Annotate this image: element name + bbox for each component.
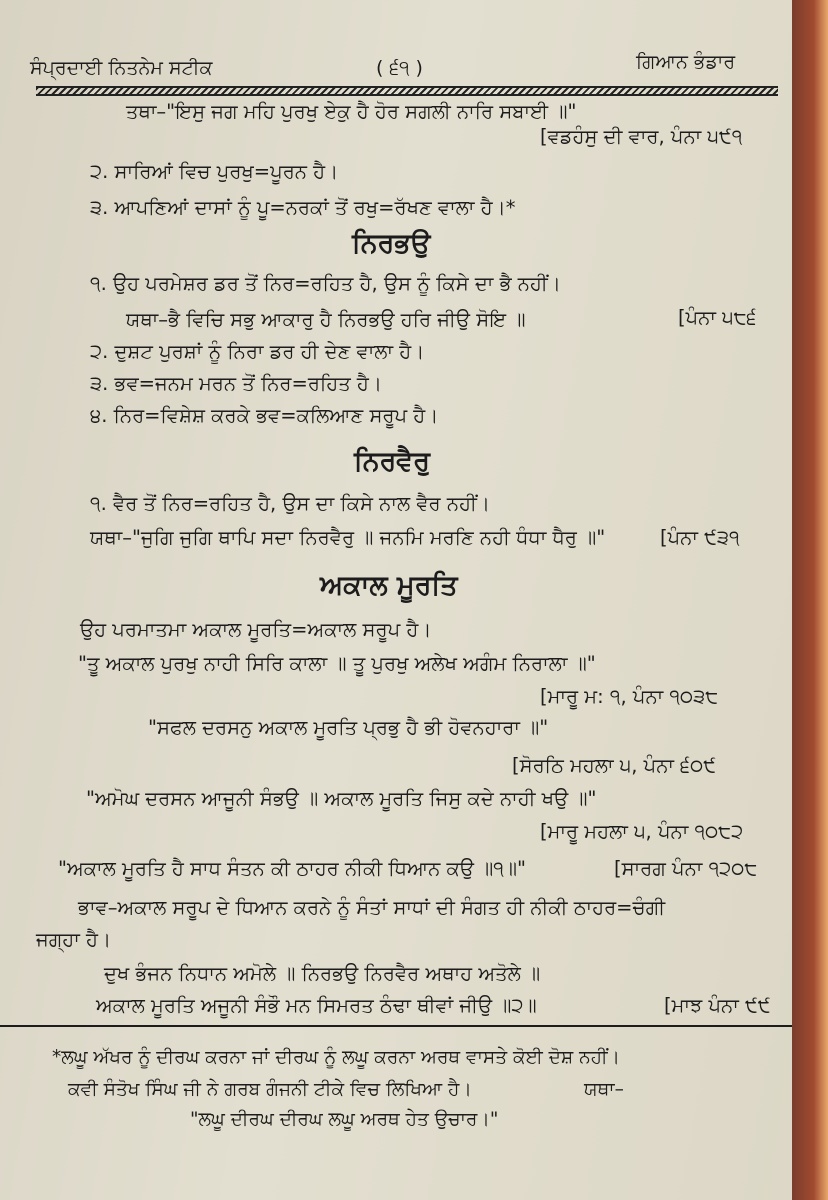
list-item: ੧. ਵੈਰ ਤੋਂ ਨਿਰ=ਰਹਿਤ ਹੈ, ਉਸ ਦਾ ਕਿਸੇ ਨਾਲ ਵੈਰ ਨਹੀਂ। <box>90 492 490 515</box>
citation: [ਮਾਝ ਪੰਨਾ ੯੯ <box>664 994 771 1017</box>
body-line: ਜਗ੍ਹਾ ਹੈ। <box>36 928 112 951</box>
header-ornament-rule <box>36 86 778 96</box>
book-cover-edge <box>792 0 828 1200</box>
section-heading: ਨਿਰਵੈਰੁ <box>354 446 430 477</box>
citation: [ਪੰਨਾ ੯੩੧ <box>660 526 740 549</box>
footnote-line: ਕਵੀ ਸੰਤੋਖ ਸਿੰਘ ਜੀ ਨੇ ਗਰਬ ਗੰਜਨੀ ਟੀਕੇ ਵਿਚ ਲਿਖਿਆ ਹੈ। <box>68 1079 472 1100</box>
section-heading: ਨਿਰਭਉ <box>352 228 431 259</box>
quote-line: ਯਥਾ–"ਜੁਗਿ ਜੁਗਿ ਥਾਪਿ ਸਦਾ ਨਿਰਵੈਰੁ ॥ ਜਨਮਿ ਮਰਣਿ ਨਹੀ ਧੰਧਾ ਧੈਰੁ ॥" <box>90 526 606 549</box>
page-number: ( ੬੧ ) <box>376 57 423 79</box>
footnote-line: "ਲਘੂ ਦੀਰਘ ਦੀਰਘ ਲਘੂ ਅਰਥ ਹੇਤ ਉਚਾਰ।" <box>190 1109 499 1130</box>
body-line: ਭਾਵ–ਅਕਾਲ ਸਰੂਪ ਦੇ ਧਿਆਨ ਕਰਨੇ ਨੂੰ ਸੰਤਾਂ ਸਾਧਾਂ ਦੀ ਸੰਗਤ ਹੀ ਨੀਕੀ ਠਾਹਰ=ਚੰਗੀ <box>78 896 666 919</box>
citation: [ਸੋਰਠਿ ਮਹਲਾ ੫, ਪੰਨਾ ੬੦੯ <box>512 754 716 777</box>
section-heading: ਅਕਾਲ ਮੂਰਤਿ <box>320 570 458 601</box>
list-item: ੨. ਦੁਸ਼ਟ ਪੁਰਸ਼ਾਂ ਨੂੰ ਨਿਰਾ ਡਰ ਹੀ ਦੇਣ ਵਾਲਾ ਹੈ। <box>90 340 425 363</box>
quote-line: ਯਥਾ–ਭੈ ਵਿਚਿ ਸਭੁ ਆਕਾਰੁ ਹੈ ਨਿਰਭਉ ਹਰਿ ਜੀਉ ਸੋਇ ॥ <box>126 308 526 331</box>
quote-line: "ਤੂ ਅਕਾਲ ਪੁਰਖੁ ਨਾਹੀ ਸਿਰਿ ਕਾਲਾ ॥ ਤੂ ਪੁਰਖੁ ਅਲੇਖ ਅਗੰਮ ਨਿਰਾਲਾ ॥" <box>78 652 596 675</box>
quote-line: "ਸਫਲ ਦਰਸਨੁ ਅਕਾਲ ਮੂਰਤਿ ਪ੍ਰਭੁ ਹੈ ਭੀ ਹੋਵਨਹਾਰਾ ॥" <box>148 716 549 739</box>
list-item: ੪. ਨਿਰ=ਵਿਸ਼ੇਸ਼ ਕਰਕੇ ਭਵ=ਕਲਿਆਣ ਸਰੂਪ ਹੈ। <box>90 404 439 427</box>
body-line: ਉਹ ਪਰਮਾਤਮਾ ਅਕਾਲ ਮੂਰਤਿ=ਅਕਾਲ ਸਰੂਪ ਹੈ। <box>80 618 432 641</box>
citation: [ਸਾਰਗ ਪੰਨਾ ੧੨੦੮ <box>614 857 758 880</box>
list-item: ੩. ਆਪਣਿਆਂ ਦਾਸਾਂ ਨੂੰ ਪੂ=ਨਰਕਾਂ ਤੋਂ ਰਖੁ=ਰੱਖਣ ਵਾਲਾ ਹੈ।* <box>90 196 516 219</box>
citation: [ਮਾਰੂ ਮਹਲਾ ੫, ਪੰਨਾ ੧੦੮੨ <box>540 820 744 843</box>
quote-line: ਅਕਾਲ ਮੂਰਤਿ ਅਜੂਨੀ ਸੰਭੌ ਮਨ ਸਿਮਰਤ ਠੰਢਾ ਥੀਵਾਂ ਜੀਉ ॥੨॥ <box>96 994 537 1017</box>
running-header-right: ਗਿਆਨ ਭੰਡਾਰ <box>636 51 736 73</box>
quote-line: ਤਥਾ–"ਇਸੁ ਜਗ ਮਹਿ ਪੁਰਖੁ ਏਕੁ ਹੈ ਹੋਰ ਸਗਲੀ ਨਾਰਿ ਸਬਾਈ ॥" <box>126 100 577 123</box>
quote-line: ਦੁਖ ਭੰਜਨ ਨਿਧਾਨ ਅਮੋਲੇ ॥ ਨਿਰਭਉ ਨਿਰਵੈਰ ਅਥਾਹ ਅਤੋਲੇ ॥ <box>104 962 541 985</box>
list-item: ੩. ਭਵ=ਜਨਮ ਮਰਨ ਤੋਂ ਨਿਰ=ਰਹਿਤ ਹੈ। <box>90 372 382 395</box>
quote-line: "ਅਕਾਲ ਮੂਰਤਿ ਹੈ ਸਾਧ ਸੰਤਨ ਕੀ ਠਾਹਰ ਨੀਕੀ ਧਿਆਨ ਕਉ ॥੧॥" <box>58 857 526 880</box>
list-item: ੧. ਉਹ ਪਰਮੇਸ਼ਰ ਡਰ ਤੋਂ ਨਿਰ=ਰਹਿਤ ਹੈ, ਉਸ ਨੂੰ ਕਿਸੇ ਦਾ ਭੈ ਨਹੀਂ। <box>90 272 561 295</box>
citation: [ਵਡਹੰਸੁ ਦੀ ਵਾਰ, ਪੰਨਾ ੫੯੧ <box>540 125 743 148</box>
citation: [ਮਾਰੂ ਮ: ੧, ਪੰਨਾ ੧੦੩੮ <box>540 685 719 708</box>
footnote-divider <box>0 1025 792 1027</box>
citation: [ਪੰਨਾ ੫੮੬ <box>678 306 757 329</box>
list-item: ੨. ਸਾਰਿਆਂ ਵਿਚ ਪੁਰਖੁ=ਪੂਰਨ ਹੈ। <box>90 160 339 183</box>
footnote-line: ਯਥਾ– <box>584 1079 624 1100</box>
running-header-left: ਸੰਪ੍ਰਦਾਈ ਨਿਤਨੇਮ ਸਟੀਕ <box>30 57 213 79</box>
quote-line: "ਅਮੋਘ ਦਰਸਨ ਆਜੂਨੀ ਸੰਭਉ ॥ ਅਕਾਲ ਮੂਰਤਿ ਜਿਸੁ ਕਦੇ ਨਾਹੀ ਖਉ ॥" <box>86 787 597 810</box>
footnote-line: *ਲਘੂ ਅੱਖਰ ਨੂੰ ਦੀਰਘ ਕਰਨਾ ਜਾਂ ਦੀਰਘ ਨੂੰ ਲਘੂ ਕਰਨਾ ਅਰਥ ਵਾਸਤੇ ਕੋਈ ਦੋਸ਼ ਨਹੀਂ। <box>52 1047 621 1068</box>
